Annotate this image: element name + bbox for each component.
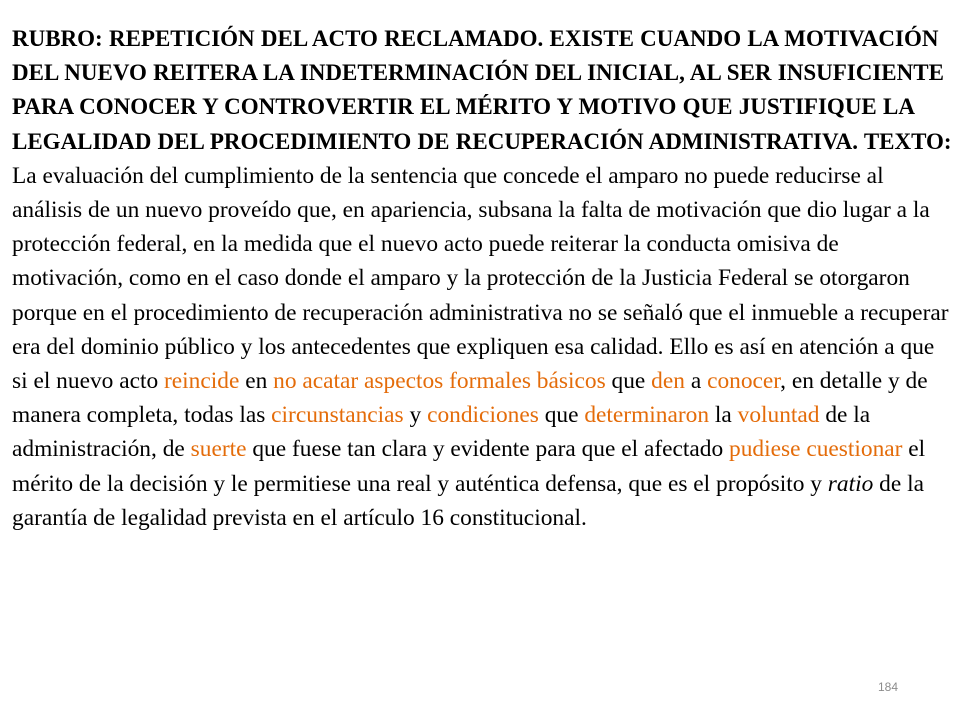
body-text: de la garantía de legalidad prevista en el artículo 16 constitucional.: [12, 470, 924, 531]
highlighted-term: conocer: [707, 368, 781, 395]
highlighted-term: determinaron: [584, 402, 710, 429]
highlighted-term: pudiese cuestionar: [729, 436, 903, 463]
body-text: de la administración, de: [12, 402, 871, 463]
highlighted-term: condiciones: [427, 402, 539, 429]
body-text: La evaluación del cumplimiento de la sentencia que concede el amparo no puede reducirse al análisis de un nuevo proveído que, en apariencia, subsana la falta de motivación que dio lugar a la protección federal, en la medida que el nuevo acto puede reiterar la conducta omisiva de motivación, como en el caso donde el amparo y la protección de la Justicia Federal se otorgaron porque en el procedimiento de recuperación administrativa no se señaló que el inmueble a recuperar era del dominio público y los antecedentes que expliquen esa calidad. Ello es así en atención a que si el nuevo acto: [12, 162, 949, 395]
body-text: a: [690, 368, 702, 395]
rubro-heading: RUBRO: REPETICIÓN DEL ACTO RECLAMADO. EXISTE CUANDO LA MOTIVACIÓN DEL NUEVO REITERA LA INDETERMINACIÓN DEL INICIAL, AL SER INSUFICIENTE PARA CONOCER Y CONTROVERTIR EL MÉRITO Y MOTIVO QUE JUSTIFIQUE LA LEGALIDAD DEL PROCEDIMIENTO DE RECUPERACIÓN ADMINISTRATIVA.: [12, 26, 944, 154]
body-text: que fuese tan clara y evidente para que el afectado: [252, 436, 724, 463]
highlighted-term: no acatar aspectos formales básicos: [273, 368, 606, 395]
highlighted-term: suerte: [190, 436, 247, 463]
italic-term: ratio: [827, 470, 874, 497]
body-text: en: [245, 368, 268, 395]
body-text: el mérito de la decisión y le permitiese una real y auténtica defensa, que es el propósito y: [12, 436, 926, 497]
body-text: la: [714, 402, 732, 429]
highlighted-term: den: [651, 368, 685, 395]
body-text: y: [409, 402, 422, 429]
body-text: que: [611, 368, 646, 395]
body-text: , en detalle y de manera completa, todas las: [12, 368, 928, 429]
highlighted-term: reincide: [164, 368, 240, 395]
highlighted-term: voluntad: [737, 402, 820, 429]
thesis-paragraph: [12, 22, 952, 535]
page-number: 184: [878, 680, 899, 694]
texto-label: TEXTO:: [863, 128, 952, 154]
highlighted-term: circunstancias: [271, 402, 404, 429]
body-text: que: [544, 402, 579, 429]
